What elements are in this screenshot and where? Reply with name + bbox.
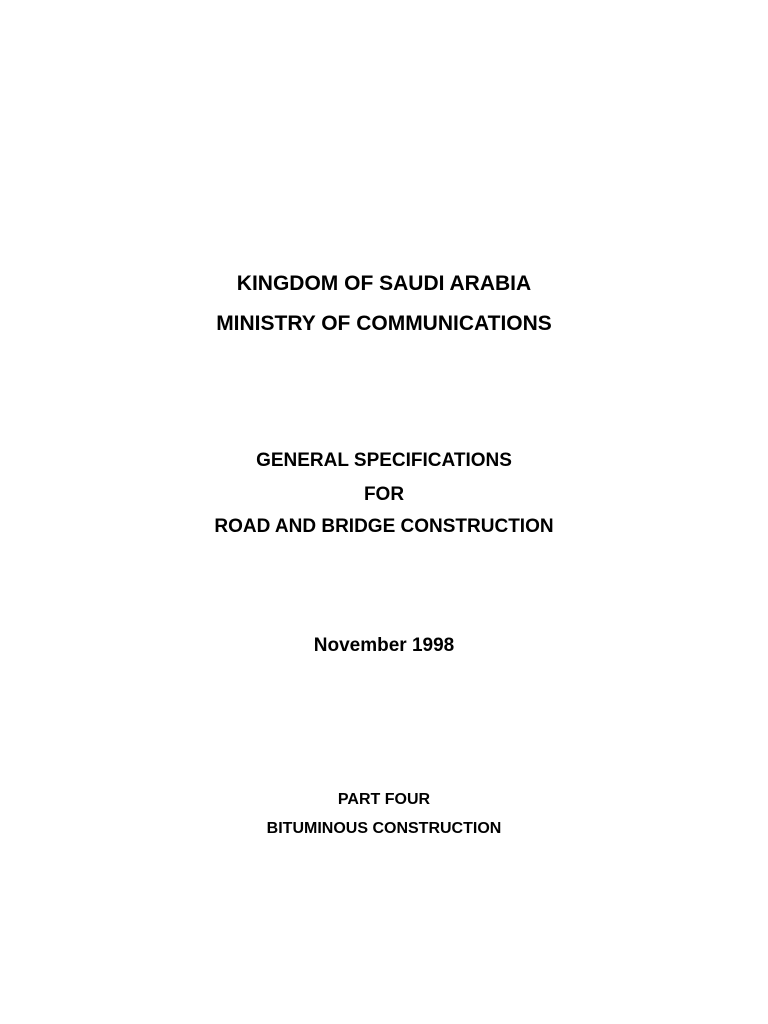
publication-date: November 1998 bbox=[313, 635, 455, 656]
country-heading: KINGDOM OF SAUDI ARABIA bbox=[236, 272, 532, 295]
part-name: BITUMINOUS CONSTRUCTION bbox=[266, 820, 502, 837]
title-line-1: GENERAL SPECIFICATIONS bbox=[256, 450, 512, 471]
title-line-3: ROAD AND BRIDGE CONSTRUCTION bbox=[214, 516, 554, 537]
part-number: PART FOUR bbox=[337, 791, 431, 808]
ministry-heading: MINISTRY OF COMMUNICATIONS bbox=[216, 312, 552, 335]
title-line-2: FOR bbox=[363, 484, 405, 505]
